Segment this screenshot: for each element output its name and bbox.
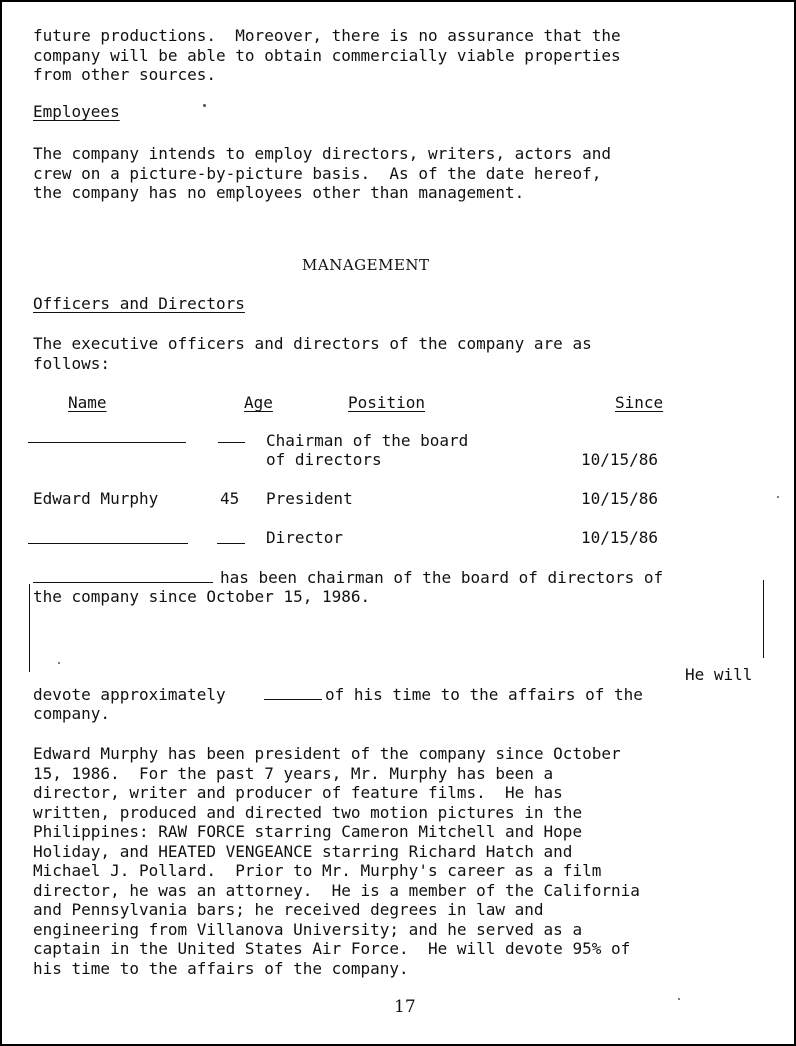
murphy-line: Edward Murphy has been president of the company since October <box>33 744 621 763</box>
table-row-position: Chairman of the board <box>266 431 469 450</box>
scan-speck <box>678 998 680 1000</box>
employees-line: The company intends to employ directors, writers, actors and <box>33 144 611 163</box>
blank-name-line <box>28 442 186 443</box>
devote-pre: devote approximately <box>33 685 226 704</box>
intro-paragraph <box>33 26 773 85</box>
scan-speck <box>203 104 206 107</box>
employees-line: the company has no employees other than management. <box>33 183 525 202</box>
murphy-line: engineering from Villanova University; and he served as a <box>33 919 583 939</box>
murphy-paragraph <box>33 744 773 978</box>
murphy-line: Holiday, and HEATED VENGEANCE starring Richard Hatch and <box>33 841 573 861</box>
officers-intro-line: follows: <box>33 353 111 373</box>
table-header-since: Since <box>615 393 664 412</box>
table-row-since: 10/15/86 <box>581 528 659 547</box>
officers-intro <box>33 334 773 373</box>
officers-intro-line: The executive officers and directors of the company are as <box>33 334 592 353</box>
scan-speck <box>58 662 60 664</box>
murphy-line: captain in the United States Air Force. He will devote 95% of <box>33 939 631 958</box>
devote-post: of his time to the affairs of the <box>325 685 643 704</box>
intro-line: company will be able to obtain commercially viable properties <box>33 45 621 65</box>
he-will-text: He will <box>685 665 753 684</box>
murphy-line: 15, 1986. For the past 7 years, Mr. Murphy has been a <box>33 763 554 783</box>
murphy-line: Michael J. Pollard. Prior to Mr. Murphy's career as a film <box>33 861 602 880</box>
murphy-line: Philippines: RAW FORCE starring Cameron Mitchell and Hope <box>33 822 583 841</box>
murphy-line: written, produced and directed two motion pictures in the <box>33 802 583 822</box>
table-row-position: of directors <box>266 450 382 469</box>
employees-paragraph <box>33 144 773 203</box>
chairman-line-rest: has been chairman of the board of directors of <box>220 568 664 587</box>
murphy-line: director, writer and producer of feature films. He has <box>33 783 563 802</box>
table-header-age: Age <box>244 393 273 412</box>
blank-chairman-line <box>33 582 213 583</box>
officers-heading: Officers and Directors <box>33 294 245 313</box>
bracket-left <box>29 584 30 672</box>
intro-line: future productions. Moreover, there is no assurance that the <box>33 26 621 45</box>
table-row-position: President <box>266 489 353 508</box>
table-row-since: 10/15/86 <box>581 450 659 469</box>
chairman-last: company. <box>33 704 111 723</box>
bracket-right <box>763 580 764 658</box>
blank-percent-line <box>264 699 322 700</box>
chairman-line-2: the company since October 15, 1986. <box>33 587 371 606</box>
murphy-line: director, he was an attorney. He is a member of the California <box>33 880 640 900</box>
blank-age-line <box>218 442 245 443</box>
blank-age-line <box>217 543 245 544</box>
table-row-since: 10/15/86 <box>581 489 659 508</box>
blank-name-line <box>28 543 188 544</box>
employees-heading: Employees <box>33 102 120 121</box>
table-row-position: Director <box>266 528 344 547</box>
table-row-name: Edward Murphy <box>33 489 159 508</box>
table-row-age: 45 <box>220 489 240 508</box>
scan-speck <box>777 496 779 498</box>
table-header-name: Name <box>68 393 107 412</box>
table-header-position: Position <box>348 393 426 412</box>
murphy-line: his time to the affairs of the company. <box>33 958 409 978</box>
employees-line: crew on a picture-by-picture basis. As of the date hereof, <box>33 163 602 183</box>
management-heading: MANAGEMENT <box>302 256 430 274</box>
page-number: 17 <box>394 997 416 1017</box>
intro-line: from other sources. <box>33 65 217 84</box>
murphy-line: and Pennsylvania bars; he received degrees in law and <box>33 900 544 919</box>
